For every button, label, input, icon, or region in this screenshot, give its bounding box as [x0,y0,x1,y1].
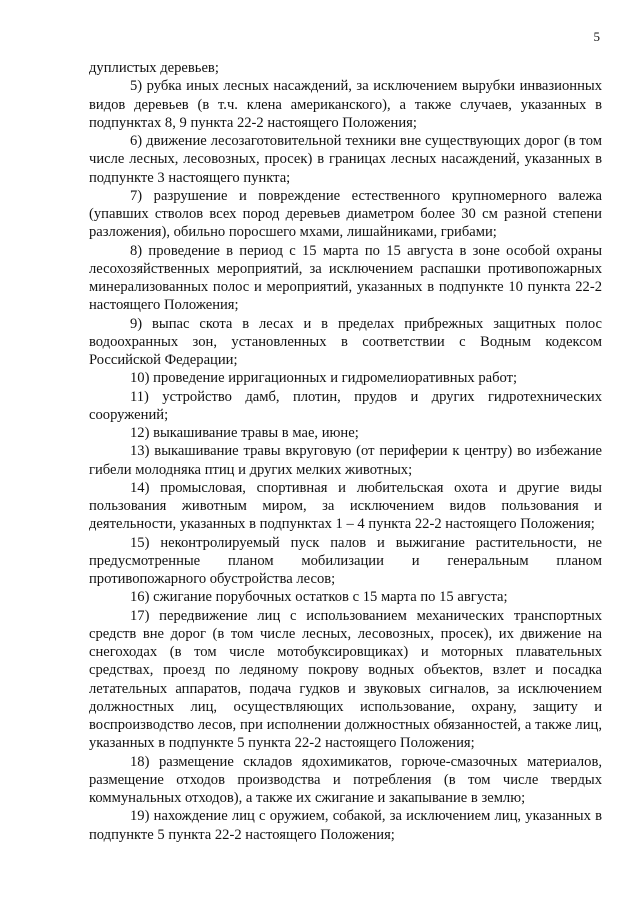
list-item-15: 15) неконтролируемый пуск палов и выжигание растительности, не предусмотренные планом мобилизации и генеральным планом противопожарного обустройства лесов; [89,534,602,587]
list-item-12: 12) выкашивание травы в мае, июне; [130,425,359,441]
list-item-7: 7) разрушение и повреждение естественного крупномерного валежа (упавших стволов всех пород деревьев диаметром более 30 см разной степени разложения), обильно поросшего мхами, лишайниками, грибами; [89,187,602,241]
list-item-8: 8) проведение в период с 15 марта по 15 августа в зоне особой охраны лесохозяйственных мероприятий, за исключением распашки противопожарных минерализованных полос и мероприятий, указанных в подпункте 10 пункта 22-2 настоящего Положения; [89,242,602,314]
list-item-16: 16) сжигание порубочных остатков с 15 марта по 15 августа; [130,589,508,606]
list-item-5: 5) рубка иных лесных насаждений, за исключением вырубки инвазионных видов деревьев (в т.ч. клена американского), а также случаев, указанных в подпунктах 8, 9 пункта 22-2 настоящего Положения; [89,78,602,131]
list-item-11: 11) устройство дамб, плотин, прудов и других гидротехнических сооружений; [89,388,602,423]
list-item-9: 9) выпас скота в лесах и в пределах прибрежных защитных полос водоохранных зон, установленных в соответствии с Водным кодексом Российской Федерации; [89,315,602,368]
list-item-14: 14) промысловая, спортивная и любительская охота и другие виды пользования животным миром, за исключением видов пользования и деятельности, указанных в подпунктах 1 – 4 пункта 22-2 настоящего Положения; [89,479,602,533]
list-item-10: 10) проведение ирригационных и гидромелиоративных работ; [130,370,518,387]
list-item-19: 19) нахождение лиц с оружием, собакой, за исключением лиц, указанных в подпункте 5 пункта 22-2 настоящего Положения; [89,808,602,843]
page-number: 5 [593,29,600,44]
list-item-6: 6) движение лесозаготовительной техники вне существующих дорог (в том числе лесных, лесовозных, просек) в границах лесных насаждений, указанных в подпункте 3 настоящего пункта; [89,133,602,186]
list-item-17: 17) передвижение лиц с использованием механических транспортных средств вне дорог (в том числе лесных, лесовозных, просек), их движение на снегоходах (в том числе мотобуксировщиках) и моторных плавательных средствах, проезд по ледяному покрову водных объектов, взлет и посадка летательных аппаратов, подача гудков и звуковых сигналов, за исключением должностных лиц, осуществляющих использование, охрану, защиту и воспроизводство лесов, при исполнении должностных обязанностей, а также лиц, указанных в подпункте 5 пункта 22-2 настоящего Положения; [89,607,602,752]
paragraph-continuation: дуплистых деревьев; [89,60,219,76]
list-item-18: 18) размещение складов ядохимикатов, горюче-смазочных материалов, размещение отходов производства и потребления (в том числе твердых коммунальных отходов), а также их сжигание и закапывание в землю; [89,753,602,806]
document-body [89,59,602,844]
list-item-13: 13) выкашивание травы вкруговую (от периферии к центру) во избежание гибели молодняка птиц и других мелких животных; [89,443,602,478]
